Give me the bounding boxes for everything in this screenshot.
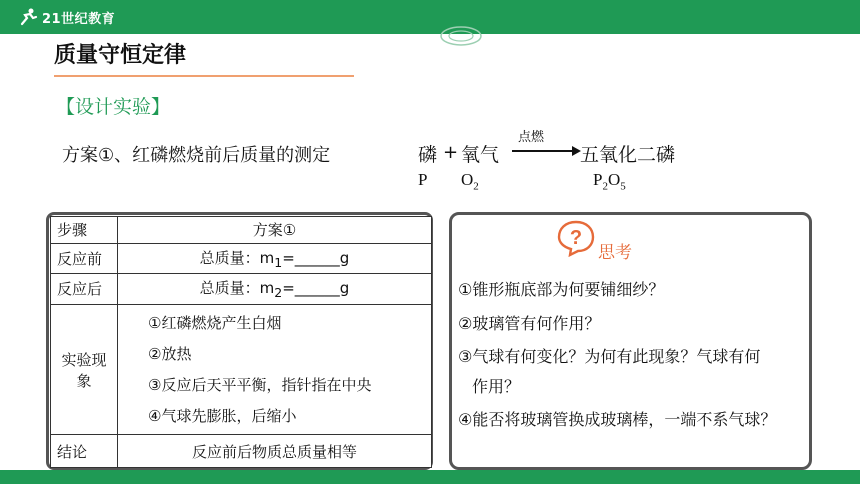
row-value-conclusion: 反应前后物质总质量相等 — [118, 435, 432, 468]
plus-sign: + — [443, 142, 459, 163]
row-value-phenomena — [118, 304, 432, 435]
table-row — [51, 435, 432, 468]
question-bubble-icon — [556, 219, 596, 257]
section-heading: 【设计实验】 — [56, 96, 171, 118]
think-label: 思考 — [598, 243, 632, 263]
slide-title: 质量守恒定律 — [54, 43, 187, 68]
brand-logo — [18, 6, 115, 28]
question-1: ①锥形瓶底部为何要铺细纱？ — [458, 280, 665, 299]
row-value-after: 总质量：$m_2=\_\_\_\_\_\_g$ — [118, 274, 432, 305]
row-label-after: 反应后 — [51, 274, 118, 305]
decorative-swirl-icon — [438, 24, 484, 46]
formula-p2o5: $P_2O_5$ — [593, 170, 626, 193]
row-label-conclusion: 结论 — [51, 435, 118, 468]
logo-text: 21世纪教育 — [42, 11, 116, 27]
table-row — [51, 217, 432, 244]
reaction-arrow-icon — [512, 135, 582, 157]
table-row — [51, 243, 432, 274]
experiment-table — [50, 216, 432, 468]
row-label-before: 反应前 — [51, 243, 118, 274]
row-label-phenomena: 实验现象 — [51, 304, 118, 435]
title-underline — [54, 75, 354, 77]
observation-4: ④气球先膨胀，后缩小 — [148, 406, 297, 425]
formula-p: P — [418, 170, 428, 189]
formula-o2: $O_2$ — [461, 170, 479, 193]
header-step: 步骤 — [51, 217, 118, 244]
product-p2o5: 五氧化二磷 — [580, 144, 676, 166]
observation-3: ③反应后天平平衡，指针指在中央 — [148, 375, 372, 394]
table-row — [51, 274, 432, 305]
reactant-phosphorus: 磷 — [418, 144, 438, 166]
question-3: ③气球有何变化？为何有此现象？气球有何 — [458, 347, 761, 366]
runner-logo-icon — [18, 7, 38, 27]
header-plan: 方案① — [118, 217, 432, 244]
svg-text:?: ? — [569, 227, 583, 249]
question-4: ④能否将玻璃管换成玻璃棒，一端不系气球？ — [458, 410, 777, 429]
table-row — [51, 304, 432, 435]
question-2: ②玻璃管有何作用？ — [458, 314, 601, 333]
row-value-before: 总质量：$m_1=\_\_\_\_\_\_g$ — [118, 243, 432, 274]
question-3-cont: 作用？ — [472, 377, 521, 396]
observation-2: ②放热 — [148, 344, 192, 363]
reaction-condition: 点燃 — [518, 130, 545, 145]
plan-text: 方案①、红磷燃烧前后质量的测定 — [62, 145, 331, 166]
reactant-oxygen: 氧气 — [461, 144, 500, 166]
top-banner — [0, 0, 860, 34]
bottom-banner — [0, 470, 860, 484]
observation-1: ①红磷燃烧产生白烟 — [148, 313, 282, 332]
